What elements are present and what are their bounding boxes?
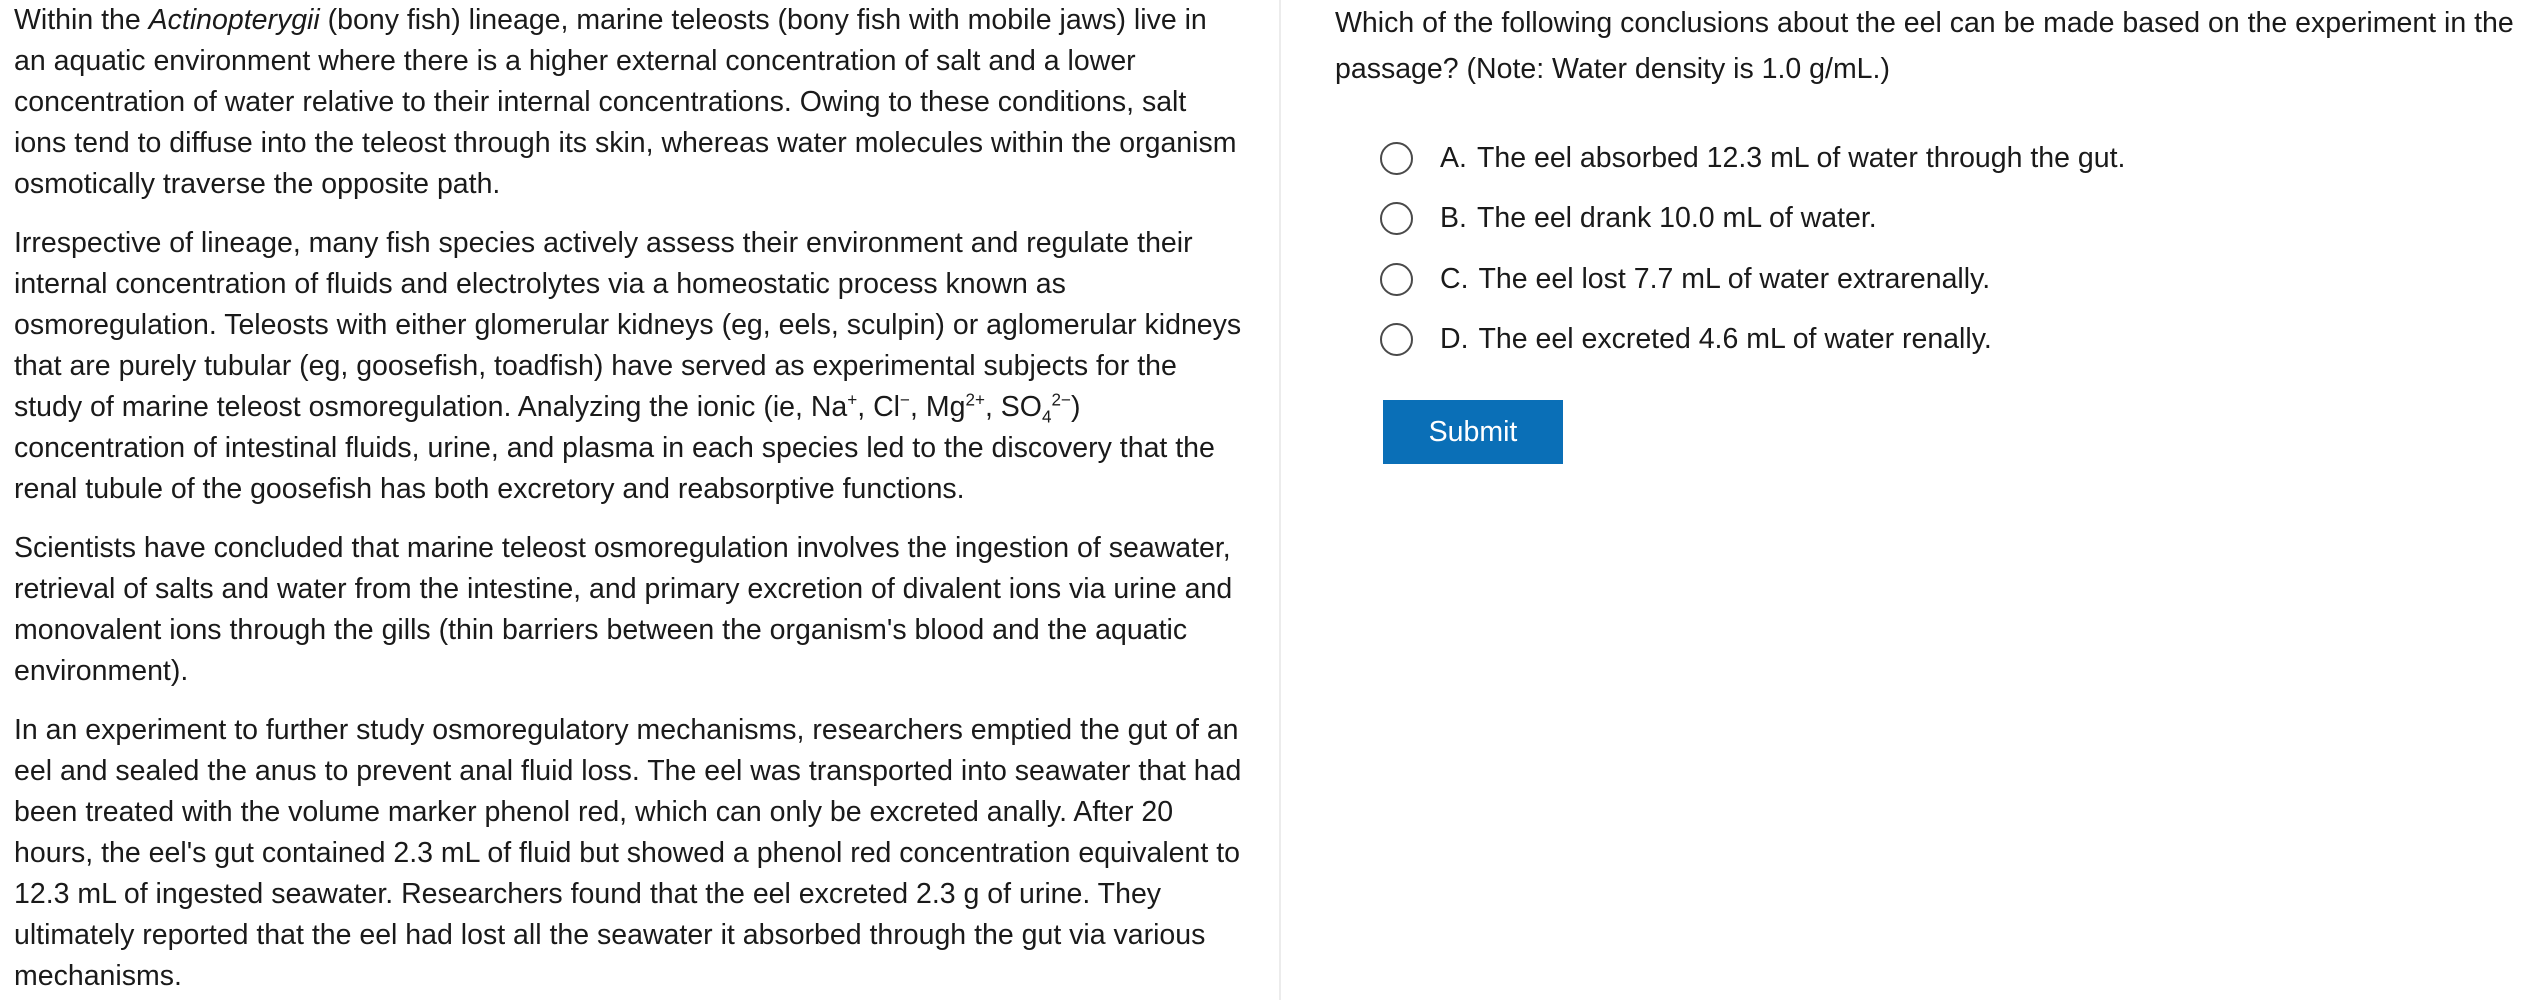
answer-choice-c[interactable] xyxy=(1380,249,2125,310)
choice-letter: D. xyxy=(1440,323,1469,356)
radio-button-icon[interactable] xyxy=(1380,323,1413,356)
passage-text: Within the xyxy=(14,4,149,36)
radio-button-icon[interactable] xyxy=(1380,202,1413,235)
ion-charge: − xyxy=(900,390,910,410)
passage-text: (bony fish) lineage, marine teleosts (bony fish with mobile jaws) live in an aquatic environment where there is a higher external concentration of salt and a lower concentration of water relative to their internal concentrations. Owing to these conditions, salt ions tend to diffuse into the teleost through its skin, whereas water molecules within the organism osmotically traverse the opposite path. xyxy=(14,4,1237,200)
answer-choice-a[interactable] xyxy=(1380,128,2125,189)
ion-charge: + xyxy=(847,390,858,410)
passage-pane xyxy=(14,0,1244,1000)
answer-choice-b[interactable] xyxy=(1380,189,2125,250)
submit-button[interactable]: Submit xyxy=(1383,400,1563,464)
passage-text: ) concentration of intestinal fluids, urine, and plasma in each species led to the discovery that the renal tubule of the goosefish has both excretory and reabsorptive functions. xyxy=(14,391,1215,505)
passage-paragraph-4: In an experiment to further study osmoregulatory mechanisms, researchers emptied the gut of an eel and sealed the anus to prevent anal fluid loss. The eel was transported into seawater that had been treated with the volume marker phenol red, which can only be excreted anally. After 20 hours, the eel's gut contained 2.3 mL of fluid but showed a phenol red concentration equivalent to 12.3 mL of ingested seawater. Researchers found that the eel excreted 2.3 g of urine. They ultimately reported that the eel had lost all the seawater it absorbed through the gut via various mechanisms. xyxy=(14,714,1242,992)
radio-button-icon[interactable] xyxy=(1380,142,1413,175)
passage-paragraph-1 xyxy=(14,0,1244,205)
ion-charge: 2− xyxy=(1051,390,1071,410)
choice-letter: C. xyxy=(1440,262,1469,295)
passage-text: , Mg xyxy=(910,391,966,423)
passage-paragraph-2 xyxy=(14,223,1244,510)
passage-italic-term: Actinopterygii xyxy=(148,4,320,36)
choice-letter: B. xyxy=(1440,202,1467,235)
pane-divider xyxy=(1279,0,1281,1000)
ion-charge: 2+ xyxy=(965,390,985,410)
answer-choices xyxy=(1380,128,2125,370)
passage-text: , Cl xyxy=(857,391,901,423)
question-pane xyxy=(1335,0,2530,1000)
choice-letter: A. xyxy=(1440,141,1467,174)
radio-button-icon[interactable] xyxy=(1380,263,1413,296)
choice-text: The eel excreted 4.6 mL of water renally. xyxy=(1478,323,1992,356)
answer-choice-d[interactable] xyxy=(1380,310,2125,371)
passage-paragraph-3: Scientists have concluded that marine teleost osmoregulation involves the ingestion of seawater, retrieval of salts and water from the intestine, and primary excretion of divalent ions via urine and monovalent ions through the gills (thin barriers between the organism's blood and the aquatic environment). xyxy=(14,532,1233,687)
passage-text: Irrespective of lineage, many fish species actively assess their environment and regulate their internal concentration of fluids and electrolytes via a homeostatic process known as osmoregulation. Teleosts with either glomerular kidneys (eg, eels, sculpin) or aglomerular kidneys that are purely tubular (eg, goosefish, toadfish) have served as experimental subjects for the study of marine teleost osmoregulation. Analyzing the ionic (ie, Na xyxy=(14,227,1242,423)
choice-text: The eel drank 10.0 mL of water. xyxy=(1476,202,1877,235)
question-stem: Which of the following conclusions about the eel can be made based on the experiment in the passage? (Note: Water density is 1.0 g/mL.) xyxy=(1335,7,2514,85)
choice-text: The eel absorbed 12.3 mL of water through the gut. xyxy=(1476,141,2126,174)
choice-text: The eel lost 7.7 mL of water extrarenally. xyxy=(1478,262,1991,295)
ion-subscript: 4 xyxy=(1041,407,1052,427)
passage-text: , SO xyxy=(984,391,1042,423)
